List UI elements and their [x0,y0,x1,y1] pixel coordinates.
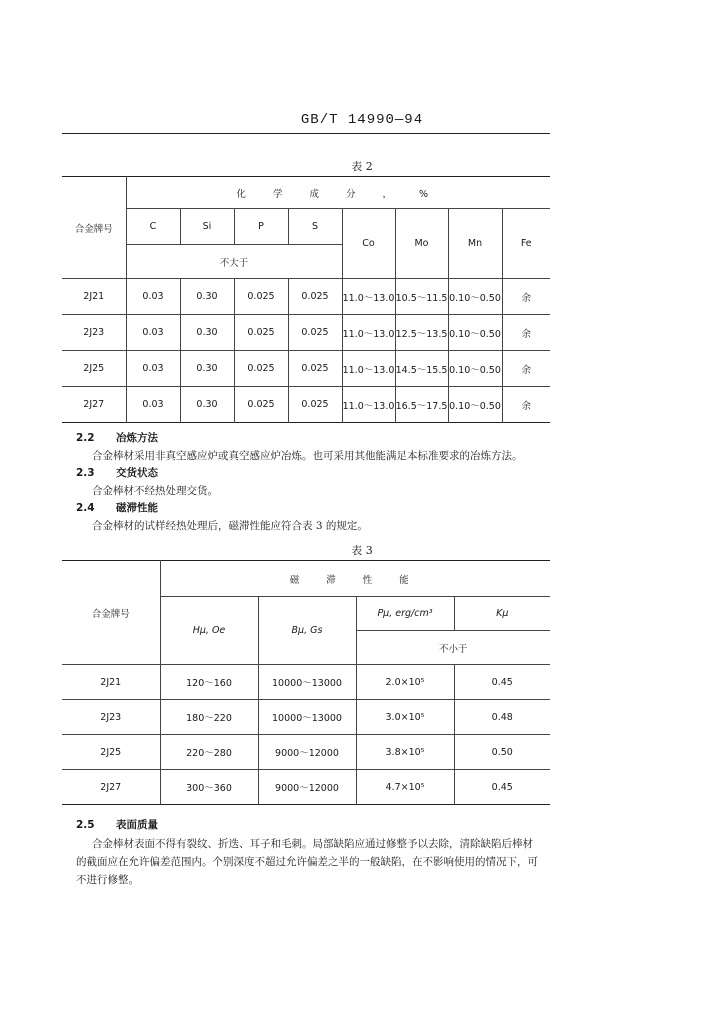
section-2-5-line2: 的截面应在允许偏差范围内。个别深度不超过允许偏差之半的一般缺陷，在不影响使用的情况下，可 [76,856,538,868]
table-row [62,387,550,423]
value-cell: 220～280 [160,735,258,770]
table2-caption: 表 2 [351,160,373,173]
value-cell: 0.48 [454,700,550,735]
document-code: GB/T 14990—94 [300,112,424,128]
col-c: C [126,209,180,245]
table2-grade-header: 合金牌号 [62,177,126,279]
section-2-2-text: 合金棒材采用非真空感应炉或真空感应炉冶炼。也可采用其他能满足本标准要求的冶炼方法。 [92,450,523,462]
table-row [62,700,550,735]
value-cell: 300～360 [160,770,258,805]
table-row [62,279,550,315]
col-mn: Mn [448,209,502,279]
value-cell: 0.03 [126,279,180,315]
value-cell: 0.10～0.50 [448,315,502,351]
value-cell: 11.0～13.0 [342,315,395,351]
table-row [62,665,550,700]
table-row [62,351,550,387]
value-cell: 11.0～13.0 [342,387,395,423]
value-cell: 0.025 [288,315,342,351]
value-cell: 0.30 [180,387,234,423]
section-2-5-line1: 合金棒材表面不得有裂纹、折迭、耳子和毛刺。局部缺陷应通过修整予以去除，清除缺陷后棒材 [92,838,533,850]
value-cell: 3.8×10⁵ [356,735,454,770]
value-cell: 9000～12000 [258,770,356,805]
value-cell: 12.5～13.5 [395,315,448,351]
value-cell: 余 [502,387,550,423]
grade-cell: 2J21 [62,665,160,700]
section-2-3-text: 合金棒材不经热处理交货。 [92,485,218,497]
table3-caption: 表 3 [351,544,373,557]
table-row [62,770,550,805]
value-cell: 0.025 [234,387,288,423]
section-2-4-text: 合金棒材的试样经热处理后，磁滞性能应符合表 3 的规定。 [92,520,368,532]
section-2-4-heading: 2.4 磁滞性能 [76,502,158,514]
value-cell: 0.025 [234,279,288,315]
value-cell: 0.025 [288,279,342,315]
value-cell: 0.10～0.50 [448,387,502,423]
col-p: P [234,209,288,245]
table2 [62,176,550,423]
value-cell: 120～160 [160,665,258,700]
value-cell: 2.0×10⁵ [356,665,454,700]
section-2-5-heading: 2.5 表面质量 [76,819,158,831]
table-row [62,735,550,770]
col-si: Si [180,209,234,245]
table2-group-header: 化 学 成 分 ， % [126,177,550,209]
value-cell: 0.45 [454,770,550,805]
grade-cell: 2J21 [62,279,126,315]
value-cell: 0.10～0.50 [448,279,502,315]
value-cell: 3.0×10⁵ [356,700,454,735]
table3-grade-header: 合金牌号 [62,561,160,665]
value-cell: 0.50 [454,735,550,770]
col-s: S [288,209,342,245]
value-cell: 9000～12000 [258,735,356,770]
value-cell: 11.0～13.0 [342,351,395,387]
section-2-5-line3: 不进行修整。 [76,874,139,886]
value-cell: 余 [502,279,550,315]
k-mu-header: Kμ [454,597,550,631]
value-cell: 4.7×10⁵ [356,770,454,805]
grade-cell: 2J27 [62,770,160,805]
value-cell: 0.025 [234,351,288,387]
value-cell: 10.5～11.5 [395,279,448,315]
value-cell: 0.03 [126,387,180,423]
grade-cell: 2J25 [62,351,126,387]
table3-group-header: 磁 滞 性 能 [160,561,550,597]
p-mu-header: Pμ, erg/cm³ [356,597,454,631]
grade-cell: 2J23 [62,315,126,351]
grade-cell: 2J27 [62,387,126,423]
max-label: 不大于 [126,245,342,279]
h-mu-header: Hμ, Oe [160,597,258,665]
value-cell: 0.30 [180,315,234,351]
col-co: Co [342,209,395,279]
col-mo: Mo [395,209,448,279]
value-cell: 余 [502,351,550,387]
min-label: 不小于 [356,631,550,665]
value-cell: 11.0～13.0 [342,279,395,315]
value-cell: 0.025 [288,387,342,423]
value-cell: 16.5～17.5 [395,387,448,423]
value-cell: 14.5～15.5 [395,351,448,387]
value-cell: 0.03 [126,315,180,351]
value-cell: 0.03 [126,351,180,387]
section-2-3-heading: 2.3 交货状态 [76,467,158,479]
value-cell: 0.10～0.50 [448,351,502,387]
value-cell: 180～220 [160,700,258,735]
value-cell: 0.025 [288,351,342,387]
value-cell: 10000～13000 [258,700,356,735]
table-row [62,315,550,351]
value-cell: 10000～13000 [258,665,356,700]
value-cell: 0.45 [454,665,550,700]
grade-cell: 2J25 [62,735,160,770]
table3 [62,560,550,805]
value-cell: 0.025 [234,315,288,351]
b-mu-header: Bμ, Gs [258,597,356,665]
value-cell: 余 [502,315,550,351]
value-cell: 0.30 [180,351,234,387]
section-2-2-heading: 2.2 冶炼方法 [76,432,158,444]
header-rule [62,133,550,134]
value-cell: 0.30 [180,279,234,315]
col-fe: Fe [502,209,550,279]
grade-cell: 2J23 [62,700,160,735]
